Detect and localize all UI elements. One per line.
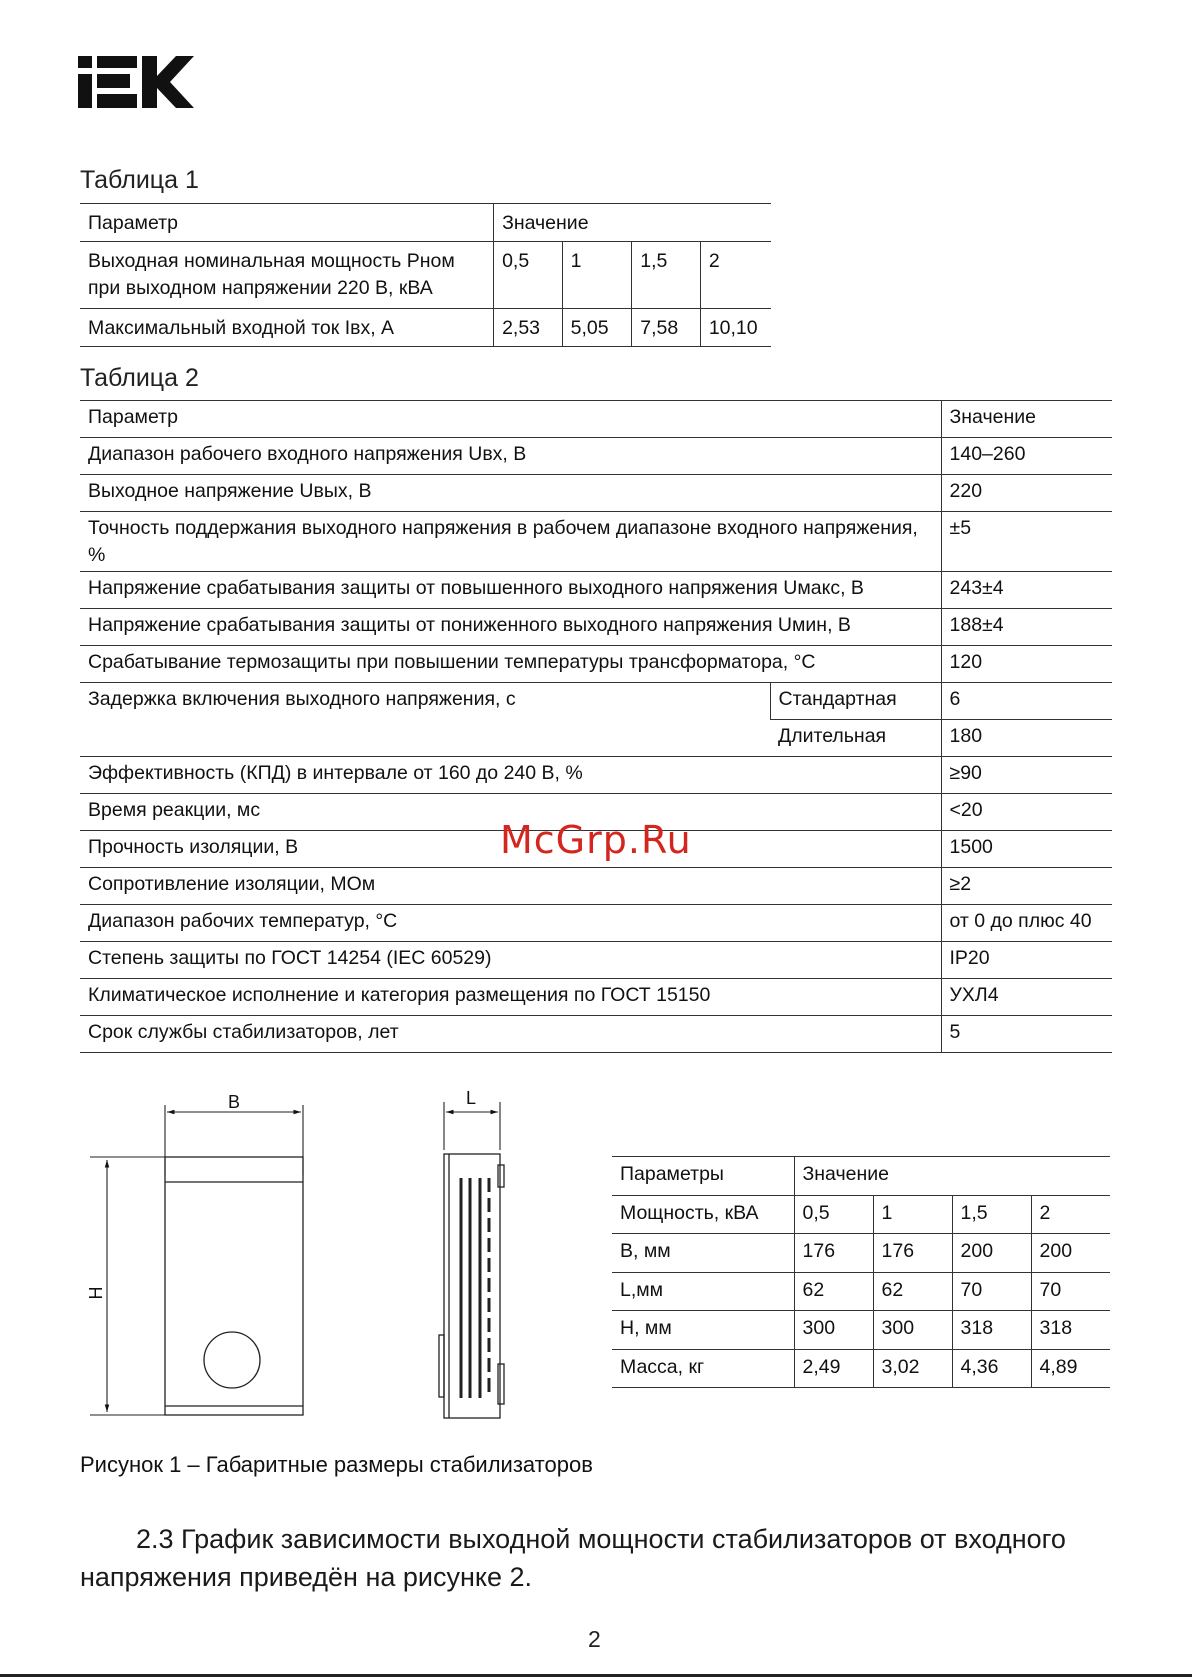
value-cell: 200 xyxy=(1031,1234,1110,1273)
param-cell: Выходное напряжение Uвых, В xyxy=(80,475,941,512)
dim-label-h: H xyxy=(86,1286,106,1300)
value-cell: 0,5 xyxy=(494,242,563,309)
value-cell: 6 xyxy=(941,683,1112,720)
depth-dimension xyxy=(444,1102,500,1150)
table1 xyxy=(80,203,771,347)
header-cell: Значение xyxy=(494,204,771,242)
stabilizer-dimension-drawing xyxy=(80,1080,540,1430)
param-cell: Выходная номинальная мощность Рном при выходном напряжении 220 В, кВА xyxy=(80,242,494,309)
param-cell: Прочность изоляции, В xyxy=(80,831,941,868)
front-view xyxy=(165,1157,303,1415)
table-row xyxy=(80,438,1112,475)
table-row xyxy=(80,942,1112,979)
value-cell: 200 xyxy=(952,1234,1031,1273)
value-cell: 1500 xyxy=(941,831,1112,868)
table-row xyxy=(80,757,1112,794)
param-cell: Срок службы стабилизаторов, лет xyxy=(80,1016,941,1053)
table-row xyxy=(80,979,1112,1016)
param-cell: Диапазон рабочего входного напряжения Uвх, В xyxy=(80,438,941,475)
dim-label-b: B xyxy=(227,1092,241,1112)
value-cell: 5,05 xyxy=(562,309,632,347)
figure1-caption: Рисунок 1 – Габаритные размеры стабилизаторов xyxy=(80,1452,593,1477)
header-cell: Значение xyxy=(794,1157,1110,1196)
table-row xyxy=(80,1016,1112,1053)
value-cell: 70 xyxy=(1031,1272,1110,1311)
param-cell: Н, мм xyxy=(612,1311,794,1350)
value-cell: 1 xyxy=(873,1195,952,1234)
table-row xyxy=(80,204,771,242)
table-row xyxy=(80,868,1112,905)
param-cell: Степень защиты по ГОСТ 14254 (IEC 60529) xyxy=(80,942,941,979)
value-cell: 1,5 xyxy=(632,242,701,309)
param-cell: Климатическое исполнение и категория размещения по ГОСТ 15150 xyxy=(80,979,941,1016)
value-cell: ≥90 xyxy=(941,757,1112,794)
param-cell: Задержка включения выходного напряжения, с xyxy=(80,683,770,757)
value-cell: <20 xyxy=(941,794,1112,831)
value-cell: 300 xyxy=(873,1311,952,1350)
side-view xyxy=(439,1154,504,1418)
param-cell: Максимальный входной ток Iвх, А xyxy=(80,309,494,347)
value-cell: 1 xyxy=(562,242,632,309)
table-row xyxy=(612,1311,1110,1350)
value-cell: 188±4 xyxy=(941,609,1112,646)
param-cell: Эффективность (КПД) в интервале от 160 до 240 В, % xyxy=(80,757,941,794)
table2-caption: Таблица 2 xyxy=(80,364,199,392)
value-cell: 176 xyxy=(794,1234,873,1273)
param-cell: Напряжение срабатывания защиты от пониженного выходного напряжения Uмин, В xyxy=(80,609,941,646)
mode-cell: Стандартная xyxy=(770,683,941,720)
height-dimension xyxy=(90,1157,170,1415)
table-row xyxy=(612,1157,1110,1196)
value-cell: 318 xyxy=(952,1311,1031,1350)
param-cell: В, мм xyxy=(612,1234,794,1273)
value-cell: 62 xyxy=(873,1272,952,1311)
table-row xyxy=(80,905,1112,942)
value-cell: 0,5 xyxy=(794,1195,873,1234)
table-row xyxy=(612,1272,1110,1311)
table-row xyxy=(80,401,1112,438)
value-cell: 3,02 xyxy=(873,1349,952,1388)
table-row xyxy=(80,309,771,347)
value-cell: 70 xyxy=(952,1272,1031,1311)
value-cell: 1,5 xyxy=(952,1195,1031,1234)
param-cell: Точность поддержания выходного напряжения в рабочем диапазоне входного напряжения, % xyxy=(80,512,941,572)
table-row xyxy=(80,572,1112,609)
param-cell: Напряжение срабатывания защиты от повышенного выходного напряжения Uмакс, В xyxy=(80,572,941,609)
value-cell: 176 xyxy=(873,1234,952,1273)
table-row xyxy=(80,646,1112,683)
value-cell: 180 xyxy=(941,720,1112,757)
value-cell: 7,58 xyxy=(632,309,701,347)
value-cell: 120 xyxy=(941,646,1112,683)
value-cell: ±5 xyxy=(941,512,1112,572)
value-cell: 4,36 xyxy=(952,1349,1031,1388)
mode-cell: Длительная xyxy=(770,720,941,757)
value-cell: 2,53 xyxy=(494,309,563,347)
table-row xyxy=(80,609,1112,646)
table2 xyxy=(80,400,1112,1053)
value-cell: 10,10 xyxy=(700,309,771,347)
param-cell: Срабатывание термозащиты при повышении температуры трансформатора, °С xyxy=(80,646,941,683)
paragraph-text: 2.3 График зависимости выходной мощности стабилизаторов от входного напряжения приведён на рисунке 2. xyxy=(80,1524,1066,1592)
table-row xyxy=(80,683,1112,720)
table3-dimensions xyxy=(612,1156,1110,1388)
dim-label-l: L xyxy=(465,1088,477,1108)
value-cell: от 0 до плюс 40 xyxy=(941,905,1112,942)
table-row xyxy=(612,1195,1110,1234)
param-cell: Масса, кг xyxy=(612,1349,794,1388)
table1-caption: Таблица 1 xyxy=(80,166,199,194)
value-cell: IP20 xyxy=(941,942,1112,979)
table-row xyxy=(612,1234,1110,1273)
page-number: 2 xyxy=(588,1626,601,1652)
value-cell: 4,89 xyxy=(1031,1349,1110,1388)
table-row xyxy=(80,512,1112,572)
param-cell: L,мм xyxy=(612,1272,794,1311)
value-cell: 62 xyxy=(794,1272,873,1311)
value-cell: ≥2 xyxy=(941,868,1112,905)
section-paragraph xyxy=(80,1520,1110,1596)
value-cell: 243±4 xyxy=(941,572,1112,609)
value-cell: 2 xyxy=(1031,1195,1110,1234)
param-cell: Диапазон рабочих температур, °С xyxy=(80,905,941,942)
iek-logo xyxy=(78,56,194,108)
value-cell: 300 xyxy=(794,1311,873,1350)
value-cell: 318 xyxy=(1031,1311,1110,1350)
bottom-rule xyxy=(0,1674,1192,1677)
value-cell: 5 xyxy=(941,1016,1112,1053)
value-cell: 140–260 xyxy=(941,438,1112,475)
header-cell: Параметр xyxy=(80,204,494,242)
value-cell: 2,49 xyxy=(794,1349,873,1388)
value-cell: 220 xyxy=(941,475,1112,512)
param-cell: Мощность, кВА xyxy=(612,1195,794,1234)
table-row xyxy=(80,242,771,309)
param-cell: Время реакции, мс xyxy=(80,794,941,831)
table-row xyxy=(612,1349,1110,1388)
value-cell: 2 xyxy=(700,242,771,309)
value-cell: УХЛ4 xyxy=(941,979,1112,1016)
watermark: McGrp.Ru xyxy=(500,818,692,862)
table-row xyxy=(80,475,1112,512)
header-cell: Значение xyxy=(941,401,1112,438)
param-cell: Сопротивление изоляции, МОм xyxy=(80,868,941,905)
header-cell: Параметр xyxy=(80,401,941,438)
header-cell: Параметры xyxy=(612,1157,794,1196)
